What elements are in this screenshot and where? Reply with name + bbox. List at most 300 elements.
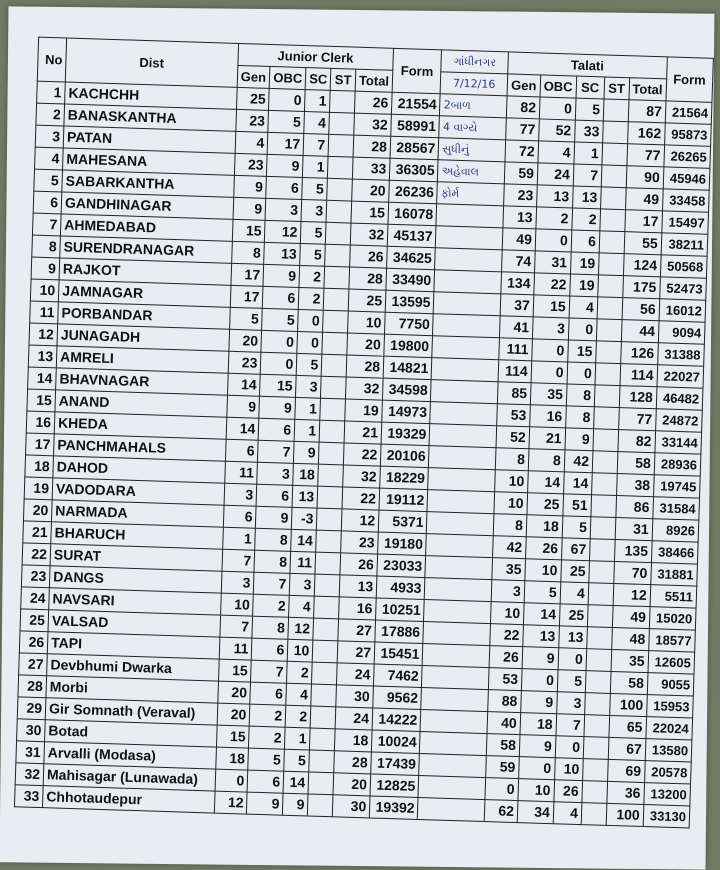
cell-ta-sc: 13	[558, 626, 587, 649]
cell-ta-gen: 77	[506, 118, 540, 141]
cell-jc-gen: 11	[219, 637, 253, 660]
row-no: 27	[19, 653, 48, 676]
cell-jc-form: 17439	[371, 752, 420, 776]
cell-ta-obc: 10	[518, 779, 555, 802]
cell-ta-sc: 51	[563, 494, 592, 517]
row-no: 7	[32, 213, 61, 236]
row-district: TAPI	[47, 632, 219, 659]
cell-jc-total: 22	[342, 487, 380, 510]
cell-ta-sc: 2	[572, 208, 601, 231]
cell-jc-total: 22	[343, 443, 381, 466]
cell-jc-st	[326, 200, 351, 223]
row-district: JUNAGADH	[57, 324, 229, 351]
cell-ta-gen: 85	[497, 382, 531, 405]
header-jc-form: Form	[392, 48, 442, 93]
cell-ta-st	[582, 759, 607, 782]
cell-jc-form: 15451	[374, 642, 423, 666]
cell-jc-gen: 3	[221, 571, 255, 594]
cell-jc-total: 32	[343, 465, 381, 488]
header-jc-gen: Gen	[237, 65, 271, 88]
cell-jc-obc: 8	[254, 550, 291, 573]
cell-jc-gen: 17	[230, 263, 264, 286]
cell-ta-form: 38211	[661, 233, 708, 256]
cell-ta-st	[593, 429, 618, 452]
cell-ta-obc: 16	[530, 405, 567, 428]
cell-jc-obc: 7	[251, 660, 288, 683]
cell-ta-form: 24872	[655, 409, 702, 432]
cell-ta-total: 65	[609, 715, 647, 738]
handwritten-note-cell	[432, 358, 499, 382]
cell-ta-obc: 10	[525, 559, 562, 582]
cell-ta-sc: 26	[554, 780, 583, 803]
handwritten-note-cell	[436, 204, 503, 228]
cell-jc-st	[310, 706, 335, 729]
cell-jc-form: 21554	[392, 92, 441, 116]
cell-ta-form: 15953	[646, 695, 693, 718]
cell-jc-sc: 7	[303, 134, 329, 157]
cell-ta-sc: 0	[568, 318, 597, 341]
cell-jc-gen: 25	[236, 87, 270, 110]
cell-jc-total: 13	[339, 575, 377, 598]
cell-jc-sc: 5	[301, 221, 327, 244]
cell-ta-form: 9094	[658, 321, 705, 344]
cell-ta-obc: 0	[539, 97, 576, 120]
cell-jc-obc: 9	[263, 264, 300, 287]
handwritten-note-cell	[431, 380, 498, 404]
cell-jc-obc: 6	[258, 418, 295, 441]
header-jc-st: ST	[330, 68, 355, 91]
cell-ta-st	[587, 605, 612, 628]
handwritten-note-cell	[436, 226, 503, 250]
cell-ta-obc: 13	[523, 625, 560, 648]
cell-jc-form: 16078	[388, 202, 437, 226]
cell-ta-sc: 0	[567, 362, 596, 385]
cell-ta-obc: 0	[521, 669, 558, 692]
row-no: 1	[37, 81, 66, 104]
header-jc-sc: SC	[305, 68, 331, 91]
cell-jc-gen: 0	[215, 769, 249, 792]
cell-ta-total: 124	[623, 254, 661, 277]
cell-jc-sc: 5	[296, 353, 322, 376]
cell-ta-obc: 52	[538, 119, 575, 142]
cell-jc-sc: 1	[303, 156, 329, 179]
handwritten-note-cell: સુધીનું	[438, 138, 505, 162]
cell-ta-gen: 10	[494, 492, 528, 515]
cell-jc-st	[319, 442, 344, 465]
cell-jc-gen: 9	[226, 395, 260, 418]
cell-jc-sc: 12	[288, 617, 314, 640]
cell-jc-st	[317, 486, 342, 509]
cell-jc-st	[308, 794, 333, 817]
cell-jc-obc: 15	[260, 374, 297, 397]
cell-jc-st	[321, 376, 346, 399]
cell-ta-total: 48	[611, 627, 649, 650]
row-district: DAHOD	[53, 456, 225, 483]
cell-jc-st	[317, 508, 342, 531]
cell-ta-form: 18577	[648, 629, 695, 652]
handwritten-note-cell: 4 વાગ્યે	[439, 116, 506, 140]
cell-ta-gen: 26	[489, 646, 523, 669]
row-district: NAVSARI	[49, 588, 221, 615]
cell-jc-obc: 2	[253, 594, 290, 617]
cell-ta-st	[603, 99, 628, 122]
cell-ta-total: 128	[619, 386, 657, 409]
cell-jc-sc: 13	[292, 485, 318, 508]
cell-jc-total: 19	[345, 399, 383, 422]
row-district: SURAT	[50, 544, 222, 571]
cell-ta-obc: 9	[519, 735, 556, 758]
cell-ta-sc: 14	[563, 472, 592, 495]
cell-ta-gen: 3	[491, 580, 525, 603]
cell-jc-st	[311, 684, 336, 707]
row-district: Chhotaudepur	[43, 786, 215, 813]
cell-jc-obc: 6	[250, 682, 287, 705]
row-district: PATAN	[63, 126, 235, 153]
row-no: 9	[31, 257, 60, 280]
row-district: ANAND	[55, 390, 227, 417]
handwritten-note-cell	[427, 490, 494, 514]
cell-jc-sc: 5	[300, 243, 326, 266]
cell-jc-st	[313, 618, 338, 641]
row-district: JAMNAGAR	[58, 280, 230, 307]
header-ta-sc: SC	[576, 76, 605, 99]
cell-ta-obc: 8	[528, 449, 565, 472]
cell-jc-gen: 5	[229, 307, 263, 330]
cell-jc-total: 28	[334, 751, 372, 774]
cell-jc-gen: 7	[219, 615, 253, 638]
cell-jc-st	[327, 178, 352, 201]
cell-jc-form: 13595	[385, 290, 434, 314]
cell-ta-gen: 74	[502, 250, 536, 273]
cell-jc-sc: 1	[295, 397, 321, 420]
handwritten-note-cell	[430, 402, 497, 426]
cell-ta-st	[600, 209, 625, 232]
handwritten-note-cell	[420, 731, 487, 755]
cell-ta-form: 50568	[660, 255, 707, 278]
cell-jc-obc: 13	[264, 242, 301, 265]
cell-jc-st	[324, 288, 349, 311]
cell-jc-obc: 0	[269, 88, 306, 111]
cell-jc-gen: 15	[232, 219, 266, 242]
cell-jc-st	[325, 244, 350, 267]
cell-jc-sc: 1	[294, 419, 320, 442]
cell-jc-sc: 0	[297, 331, 323, 354]
cell-ta-total: 77	[618, 408, 656, 431]
row-no: 11	[30, 301, 59, 324]
cell-jc-total: 20	[333, 773, 371, 796]
cell-ta-st	[594, 407, 619, 430]
cell-jc-sc: 5	[302, 178, 328, 201]
cell-jc-obc: 6	[256, 484, 293, 507]
cell-jc-obc: 3	[265, 198, 302, 221]
cell-jc-gen: 18	[215, 747, 249, 770]
cell-jc-sc: 3	[301, 200, 327, 223]
cell-jc-st	[328, 134, 353, 157]
cell-jc-gen: 4	[235, 131, 269, 154]
cell-ta-st	[585, 693, 610, 716]
cell-ta-obc: 9	[521, 691, 558, 714]
cell-ta-st	[597, 297, 622, 320]
handwritten-note-cell	[432, 336, 499, 360]
cell-jc-form: 7750	[385, 312, 434, 336]
cell-ta-form: 26265	[664, 145, 711, 168]
row-district: RAJKOT	[59, 258, 231, 285]
cell-ta-obc: 0	[518, 757, 555, 780]
cell-ta-sc: 25	[561, 560, 590, 583]
cell-ta-obc: 25	[527, 493, 564, 516]
cell-jc-gen: 17	[230, 285, 264, 308]
cell-ta-obc: 24	[537, 163, 574, 186]
cell-ta-gen: 8	[495, 448, 529, 471]
cell-jc-obc: 9	[259, 396, 296, 419]
cell-ta-form: 46482	[656, 387, 703, 410]
cell-jc-st	[329, 112, 354, 135]
cell-jc-form: 14973	[382, 400, 431, 424]
cell-ta-form: 33144	[655, 431, 702, 454]
cell-jc-gen: 14	[227, 373, 261, 396]
cell-jc-sc: 18	[293, 463, 319, 486]
cell-jc-gen: 1	[222, 527, 256, 550]
row-district: Devbhumi Dwarka	[47, 654, 219, 681]
cell-ta-obc: 34	[517, 801, 554, 824]
recruitment-table	[14, 37, 714, 829]
handwritten-note-cell	[425, 578, 492, 602]
cell-jc-obc: 6	[263, 286, 300, 309]
cell-ta-gen: 22	[490, 624, 524, 647]
handwritten-note-cell	[429, 446, 496, 470]
cell-ta-gen: 111	[499, 338, 533, 361]
row-no: 2	[36, 103, 65, 126]
cell-ta-total: 135	[614, 539, 652, 562]
cell-ta-sc: 42	[564, 450, 593, 473]
cell-ta-st	[583, 737, 608, 760]
cell-ta-sc: 19	[570, 274, 599, 297]
cell-jc-gen: 11	[224, 461, 258, 484]
cell-ta-sc: 6	[571, 230, 600, 253]
cell-jc-form: 20106	[380, 444, 429, 468]
cell-ta-sc: 7	[556, 714, 585, 737]
row-district: DANGS	[49, 566, 221, 593]
cell-ta-st	[600, 187, 625, 210]
cell-ta-obc: 15	[533, 295, 570, 318]
cell-ta-obc: 18	[526, 515, 563, 538]
cell-ta-sc: 5	[562, 516, 591, 539]
row-no: 4	[35, 147, 64, 170]
cell-ta-gen: 58	[486, 734, 520, 757]
cell-jc-sc: 1	[305, 90, 331, 113]
header-no: No	[37, 37, 66, 82]
handwritten-note-cell	[422, 666, 489, 690]
row-no: 17	[26, 433, 55, 456]
cell-jc-gen: 14	[226, 417, 260, 440]
cell-ta-st	[591, 495, 616, 518]
cell-ta-total: 49	[612, 605, 650, 628]
handwritten-note-top: ગાંધીનગર	[441, 50, 508, 74]
row-no: 21	[23, 521, 52, 544]
cell-jc-obc: 12	[265, 220, 302, 243]
cell-jc-form: 12825	[370, 774, 419, 798]
cell-jc-gen: 20	[217, 703, 251, 726]
cell-jc-obc: 3	[257, 462, 294, 485]
cell-ta-form: 52473	[659, 277, 706, 300]
cell-ta-gen: 114	[498, 360, 532, 383]
cell-jc-st	[310, 728, 335, 751]
cell-ta-obc: 26	[525, 537, 562, 560]
row-no: 32	[15, 763, 44, 786]
row-district: NARMADA	[51, 500, 223, 527]
cell-jc-form: 4933	[376, 576, 425, 600]
cell-ta-st	[582, 781, 607, 804]
cell-jc-st	[318, 464, 343, 487]
cell-ta-st	[601, 165, 626, 188]
row-district: Morbi	[46, 676, 218, 703]
handwritten-note-cell	[425, 556, 492, 580]
cell-ta-obc: 0	[531, 361, 568, 384]
cell-jc-total: 24	[335, 707, 373, 730]
cell-ta-form: 45946	[663, 167, 710, 190]
row-no: 24	[21, 587, 50, 610]
cell-ta-form: 16012	[659, 299, 706, 322]
cell-ta-form: 13580	[645, 739, 692, 762]
cell-jc-obc: 5	[262, 308, 299, 331]
handwritten-note-cell	[434, 270, 501, 294]
cell-jc-total: 26	[340, 553, 378, 576]
cell-ta-total: 162	[627, 122, 665, 145]
row-no: 6	[33, 191, 62, 214]
cell-ta-total: 17	[624, 210, 662, 233]
cell-jc-total: 18	[334, 729, 372, 752]
cell-jc-total: 25	[348, 289, 386, 312]
cell-jc-obc: 0	[261, 352, 298, 375]
cell-jc-sc: -3	[292, 507, 318, 530]
handwritten-note-cell	[435, 248, 502, 272]
cell-jc-form: 45137	[387, 224, 436, 248]
row-no: 5	[34, 169, 63, 192]
handwritten-note-cell	[428, 468, 495, 492]
cell-ta-gen: 41	[499, 316, 533, 339]
cell-ta-sc: 15	[567, 340, 596, 363]
cell-ta-obc: 21	[529, 427, 566, 450]
cell-ta-form: 5511	[650, 585, 697, 608]
cell-ta-total: 100	[606, 803, 644, 826]
cell-ta-st	[584, 715, 609, 738]
cell-ta-gen: 53	[488, 668, 522, 691]
cell-ta-sc: 33	[574, 120, 603, 143]
row-district: Gir Somnath (Veraval)	[45, 698, 217, 725]
cell-jc-total: 28	[353, 135, 391, 158]
cell-jc-total: 28	[346, 355, 384, 378]
cell-ta-st	[586, 649, 611, 672]
cell-jc-obc: 2	[249, 704, 286, 727]
cell-ta-gen: 13	[503, 206, 537, 229]
row-district: Botad	[45, 720, 217, 747]
cell-ta-sc: 9	[565, 428, 594, 451]
cell-jc-sc: 14	[291, 529, 317, 552]
cell-jc-gen: 6	[225, 439, 259, 462]
cell-ta-total: 77	[627, 144, 665, 167]
cell-jc-sc: 4	[286, 683, 312, 706]
cell-ta-obc: 13	[536, 185, 573, 208]
cell-ta-gen: 72	[505, 140, 539, 163]
cell-jc-gen: 9	[233, 175, 267, 198]
cell-jc-gen: 9	[233, 197, 267, 220]
cell-ta-gen: 37	[500, 294, 534, 317]
cell-ta-total: 70	[613, 561, 651, 584]
cell-jc-st	[321, 354, 346, 377]
cell-jc-gen: 20	[228, 329, 262, 352]
row-district: BHAVNAGAR	[56, 368, 228, 395]
cell-ta-total: 87	[628, 100, 666, 123]
row-no: 15	[27, 389, 56, 412]
cell-jc-obc: 9	[247, 792, 284, 815]
cell-jc-total: 27	[337, 641, 375, 664]
cell-ta-gen: 10	[490, 602, 524, 625]
handwritten-note-cell	[434, 292, 501, 316]
cell-jc-st	[322, 332, 347, 355]
cell-jc-total: 27	[338, 619, 376, 642]
cell-jc-gen: 10	[220, 593, 254, 616]
cell-ta-sc: 3	[556, 692, 585, 715]
cell-jc-total: 32	[354, 113, 392, 136]
cell-ta-st	[599, 231, 624, 254]
handwritten-note-cell	[421, 688, 488, 712]
cell-jc-total: 33	[352, 157, 390, 180]
row-district: PORBANDAR	[58, 302, 230, 329]
row-district: PANCHMAHALS	[54, 434, 226, 461]
cell-ta-sc: 5	[575, 98, 604, 121]
cell-jc-form: 19392	[369, 796, 418, 820]
recruitment-table-container	[14, 37, 714, 829]
cell-ta-obc: 22	[534, 273, 571, 296]
cell-ta-obc: 4	[538, 141, 575, 164]
handwritten-note-cell	[418, 797, 485, 821]
cell-ta-sc: 25	[559, 604, 588, 627]
cell-ta-form: 38466	[651, 541, 698, 564]
cell-jc-form: 9562	[373, 686, 422, 710]
row-no: 33	[14, 785, 43, 808]
row-no: 3	[35, 125, 64, 148]
cell-ta-st	[588, 583, 613, 606]
cell-ta-st	[596, 319, 621, 342]
handwritten-note-cell	[418, 775, 485, 799]
cell-jc-gen: 23	[228, 351, 262, 374]
cell-jc-obc: 7	[254, 572, 291, 595]
cell-jc-form: 23033	[377, 554, 426, 578]
row-no: 31	[16, 741, 45, 764]
header-ta-obc: OBC	[540, 75, 577, 98]
cell-ta-total: 12	[613, 583, 651, 606]
cell-jc-total: 24	[336, 663, 374, 686]
cell-jc-form: 18229	[380, 466, 429, 490]
cell-jc-sc: 3	[289, 573, 315, 596]
handwritten-note-cell	[426, 534, 493, 558]
header-dist: Dist	[65, 38, 238, 87]
cell-jc-obc: 9	[256, 506, 293, 529]
row-district: Mahisagar (Lunawada)	[43, 764, 215, 791]
cell-jc-sc: 9	[294, 441, 320, 464]
cell-ta-st	[594, 385, 619, 408]
cell-jc-form: 36305	[389, 158, 438, 182]
cell-jc-form: 33490	[386, 268, 435, 292]
row-district: SURENDRANAGAR	[60, 236, 232, 263]
cell-jc-total: 26	[350, 245, 388, 268]
cell-ta-sc: 5	[557, 670, 586, 693]
cell-jc-obc: 6	[247, 770, 284, 793]
cell-jc-st	[326, 222, 351, 245]
cell-ta-total: 58	[610, 671, 648, 694]
cell-ta-st	[602, 143, 627, 166]
row-no: 28	[18, 675, 47, 698]
